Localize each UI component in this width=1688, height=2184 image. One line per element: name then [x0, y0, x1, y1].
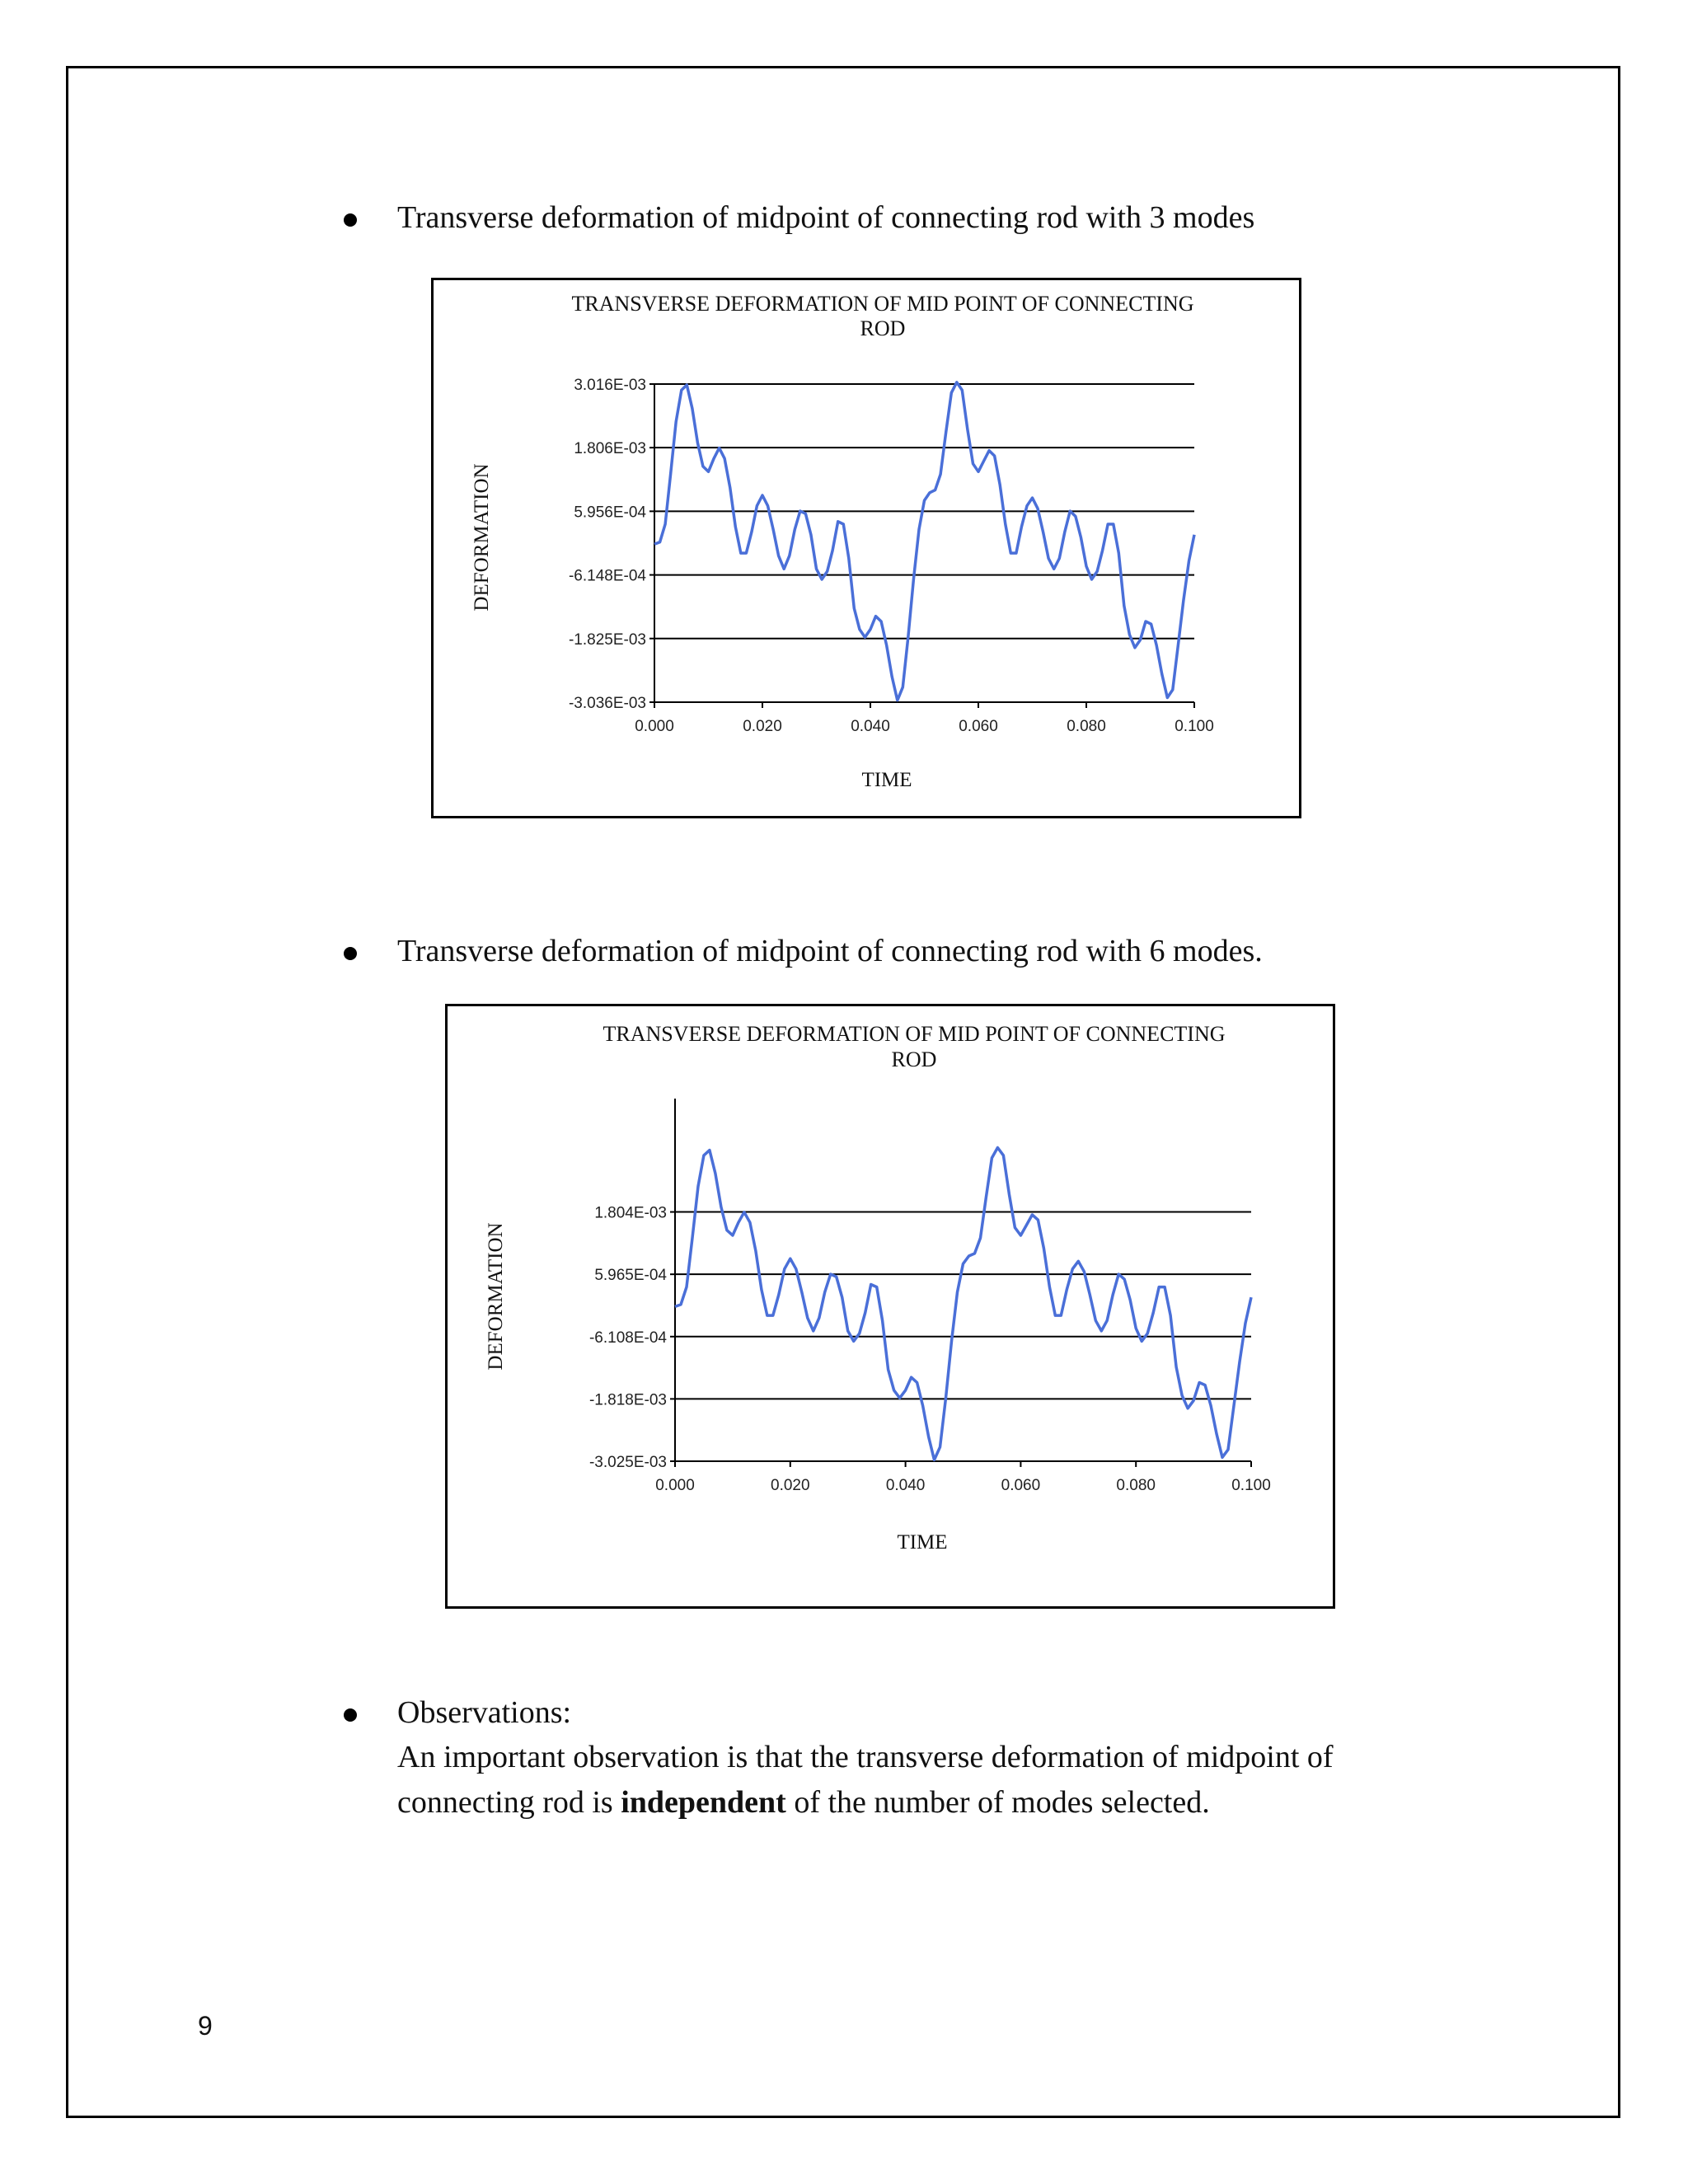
y-tick-label: 5.956E-04 [574, 504, 646, 522]
x-tick-label: 0.000 [635, 718, 674, 735]
x-tick-label: 0.080 [1116, 1477, 1156, 1494]
y-tick-label: -1.825E-03 [568, 630, 646, 649]
chart-6-modes-svg [448, 1006, 1333, 1606]
y-axis-label: DEFORMATION [471, 463, 493, 612]
x-tick-label: 0.060 [1001, 1477, 1041, 1494]
y-axis-label: DEFORMATION [485, 1222, 507, 1371]
bullet-dot [344, 947, 357, 960]
observation-text-part: of the number of modes selected. [785, 1785, 1210, 1820]
bullet-dot [344, 1708, 357, 1722]
x-tick-label: 0.080 [1067, 718, 1106, 735]
observation-text-line2 [397, 1784, 1210, 1821]
chart-3-modes-svg [434, 280, 1299, 816]
chart-title: TRANSVERSE DEFORMATION OF MID POINT OF CONNECTING [571, 292, 1194, 316]
observation-emphasis: independent [621, 1785, 786, 1820]
observation-text-line1: An important observation is that the transverse deformation of midpoint of [397, 1740, 1334, 1774]
series-line [654, 382, 1194, 701]
x-axis-label: TIME [897, 1531, 948, 1554]
x-tick-label: 0.000 [655, 1477, 695, 1494]
chart-title: ROD [860, 316, 906, 340]
y-tick-label: -3.036E-03 [568, 695, 646, 712]
y-tick-label: 3.016E-03 [574, 377, 646, 394]
y-tick-label: -1.818E-03 [588, 1391, 667, 1409]
x-tick-label: 0.100 [1231, 1477, 1271, 1494]
x-tick-label: 0.040 [885, 1477, 926, 1494]
y-tick-label: 5.965E-04 [594, 1267, 667, 1285]
y-tick-label: 1.804E-03 [594, 1204, 667, 1222]
x-tick-label: 0.020 [743, 718, 782, 735]
y-tick-label: -6.108E-04 [588, 1329, 667, 1347]
x-tick-label: 0.100 [1175, 718, 1214, 735]
y-tick-label: -3.025E-03 [588, 1454, 667, 1471]
chart-6-modes [445, 1004, 1335, 1609]
observations-heading: Observations: [397, 1695, 572, 1730]
y-tick-label: -6.148E-04 [568, 567, 646, 585]
chart-title: TRANSVERSE DEFORMATION OF MID POINT OF CONNECTING [603, 1022, 1226, 1046]
observation-text-part: connecting rod is [397, 1785, 621, 1820]
series-line [675, 1148, 1251, 1460]
x-tick-label: 0.020 [771, 1477, 810, 1494]
x-tick-label: 0.060 [959, 718, 998, 735]
x-tick-label: 0.040 [851, 718, 890, 735]
bullet-text-6-modes: Transverse deformation of midpoint of connecting rod with 6 modes. [397, 934, 1263, 968]
y-tick-label: 1.806E-03 [574, 440, 646, 458]
bullet-dot [344, 213, 357, 227]
bullet-text-3-modes: Transverse deformation of midpoint of connecting rod with 3 modes [397, 200, 1255, 235]
page-number: 9 [198, 2011, 213, 2041]
chart-3-modes [431, 278, 1301, 818]
chart-title: ROD [891, 1047, 937, 1071]
x-axis-label: TIME [861, 769, 912, 791]
